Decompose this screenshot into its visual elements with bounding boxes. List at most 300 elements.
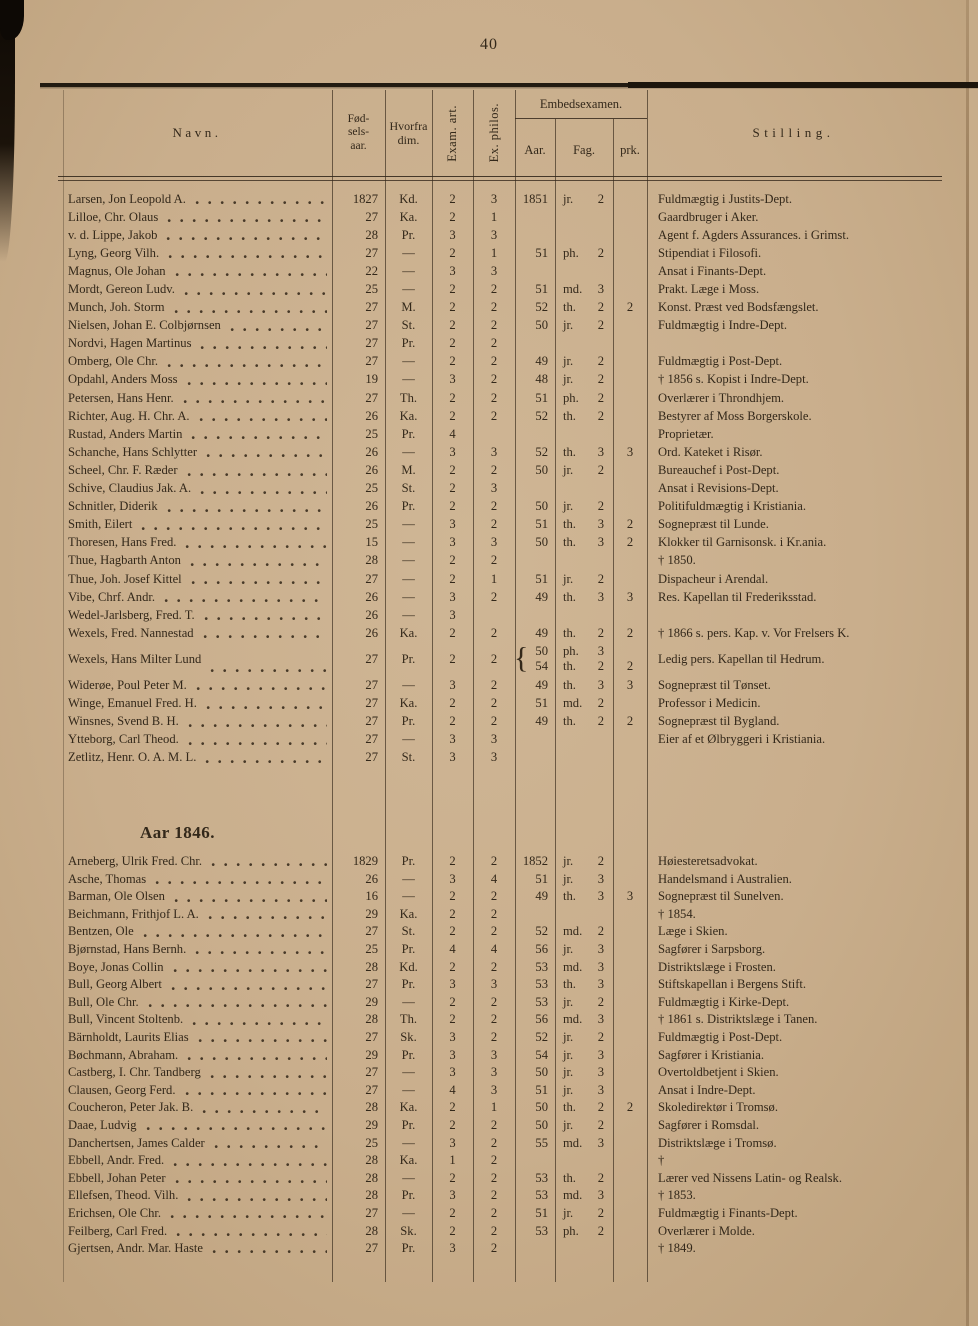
cell-ex-philos: 1 <box>490 209 498 224</box>
cell-navn: Bjørnstad, Hans Bernh. <box>62 941 332 959</box>
dot-leader <box>183 399 327 404</box>
cell-stilling: Distriktslæge i Frosten. <box>658 959 776 974</box>
cell-exam-art: 2 <box>449 924 456 939</box>
table-row <box>62 443 940 461</box>
dot-leader <box>198 1038 327 1043</box>
cell-fodselsaar: 25 <box>365 282 378 297</box>
cell-hvorfra-dim: — <box>402 1082 415 1097</box>
cell-navn: Wexels, Fred. Nannestad <box>62 624 332 642</box>
cell-emb-prk <box>613 1240 647 1258</box>
cell-navn: Ytteborg, Carl Theod. <box>62 731 332 749</box>
table-row <box>62 190 940 208</box>
table-row <box>62 407 940 425</box>
cell-emb-prk <box>613 923 647 941</box>
cell-emb-fag: ph. 2 <box>563 245 604 260</box>
cell-fodselsaar: 27 <box>365 336 378 351</box>
cell-emb-aar: 53 <box>535 977 548 992</box>
cell-stilling: Politifuldmægtig i Kristiania. <box>658 499 806 514</box>
cell-fodselsaar: 1827 <box>352 191 378 206</box>
cell-navn: Munch, Joh. Storm <box>62 299 332 317</box>
cell-stilling <box>647 749 940 767</box>
cell-emb-aar <box>515 262 555 280</box>
dot-leader <box>173 968 327 973</box>
dot-leader <box>211 862 327 867</box>
cell-ex-philos: 2 <box>490 1223 498 1238</box>
cell-stilling: Sagfører i Romsdal. <box>658 1118 760 1133</box>
cell-stilling: Ansat i Revisions-Dept. <box>658 481 779 496</box>
cell-emb-fag: jr. 2 <box>563 1118 604 1133</box>
dot-leader <box>212 1249 327 1254</box>
cell-ex-philos: 1 <box>490 571 498 586</box>
cell-emb-prk <box>613 317 647 335</box>
cell-stilling: † 1856 s. Kopist i Indre-Dept. <box>658 372 809 387</box>
cell-emb-prk <box>613 244 647 262</box>
cell-ex-philos: 2 <box>490 517 498 532</box>
cell-stilling: Fuldmægtig i Post-Dept. <box>658 354 783 369</box>
cell-emb-prk <box>613 606 647 624</box>
cell-emb-aar: 53 <box>535 1170 548 1185</box>
cell-navn: Wedel-Jarlsberg, Fred. T. <box>62 606 332 624</box>
cell-emb-prk <box>613 958 647 976</box>
cell-stilling: Sognepræst til Sunelven. <box>658 889 784 904</box>
cell-exam-art: 2 <box>449 318 456 333</box>
cell-stilling: Stiftskapellan i Bergens Stift. <box>658 977 807 992</box>
cell-stilling: Res. Kapellan til Frederiksstad. <box>658 589 817 604</box>
cell-navn: Wexels, Hans Milter Lund <box>62 642 332 676</box>
cell-stilling: Professor i Medicin. <box>658 695 761 710</box>
cell-emb-fag: th. 3 <box>563 977 604 992</box>
dot-leader <box>191 580 327 585</box>
cell-emb-fag <box>555 335 613 353</box>
cell-exam-art: 2 <box>449 245 456 260</box>
cell-stilling <box>647 606 940 624</box>
cell-navn: Thue, Hagbarth Anton <box>62 552 332 570</box>
cell-exam-art: 3 <box>449 535 456 550</box>
cell-exam-art: 2 <box>449 994 456 1009</box>
cell-emb-prk <box>613 407 647 425</box>
cell-ex-philos: 2 <box>490 1170 498 1185</box>
cell-exam-art: 2 <box>449 695 456 710</box>
cell-hvorfra-dim: Sk. <box>400 1030 417 1045</box>
cell-ex-philos: 2 <box>490 1241 498 1256</box>
cell-ex-philos: 2 <box>490 889 498 904</box>
cell-emb-aar: 49 <box>535 889 548 904</box>
cell-ex-philos: 1 <box>490 245 498 260</box>
cell-emb-prk <box>613 480 647 498</box>
table-row <box>62 226 940 244</box>
cell-hvorfra-dim: — <box>402 589 415 604</box>
cell-hvorfra-dim: Pr. <box>401 854 416 869</box>
cell-emb-fag: th. 2 <box>563 714 604 729</box>
cell-ex-philos: 4 <box>490 871 498 886</box>
cell-emb-fag: jr. 3 <box>563 942 604 957</box>
cell-exam-art: 3 <box>449 372 456 387</box>
cell-navn: Bentzen, Ole <box>62 923 332 941</box>
dot-leader <box>206 453 327 458</box>
dot-leader <box>190 562 327 567</box>
cell-emb-fag: md. 3 <box>563 959 604 974</box>
table-row <box>62 244 940 262</box>
cell-exam-art: 2 <box>449 300 456 315</box>
cell-hvorfra-dim: — <box>402 994 415 1009</box>
cell-emb-prk: 2 <box>626 714 634 729</box>
dot-leader <box>167 508 327 513</box>
cell-emb-fag: th. 3 <box>563 889 604 904</box>
cell-emb-aar <box>515 906 555 924</box>
cell-ex-philos: 2 <box>490 714 498 729</box>
top-rule-right <box>628 82 978 88</box>
cell-emb-fag: md. 3 <box>563 1188 604 1203</box>
cell-exam-art: 2 <box>449 462 456 477</box>
table-row <box>62 1152 940 1170</box>
cell-hvorfra-dim: — <box>402 871 415 886</box>
cell-fodselsaar: 22 <box>365 263 378 278</box>
cell-stilling: Dispacheur i Arendal. <box>658 571 769 586</box>
cell-ex-philos: 2 <box>490 625 498 640</box>
cell-emb-aar: 51 <box>535 245 548 260</box>
dot-leader <box>196 686 327 691</box>
cell-hvorfra-dim: — <box>402 372 415 387</box>
dot-leader <box>203 634 327 639</box>
cell-fodselsaar: 28 <box>365 959 378 974</box>
cell-hvorfra-dim: — <box>402 263 415 278</box>
table-row <box>62 552 940 570</box>
cell-hvorfra-dim: Kd. <box>399 191 418 206</box>
cell-emb-fag <box>555 749 613 767</box>
cell-navn: Vibe, Chrf. Andr. <box>62 588 332 606</box>
cell-emb-fag: th. 3 <box>563 677 604 692</box>
cell-stilling: Distriktslæge i Tromsø. <box>658 1135 777 1150</box>
cell-emb-aar: 50 <box>535 1065 548 1080</box>
cell-emb-fag: md. 2 <box>563 924 604 939</box>
cell-emb-prk <box>613 976 647 994</box>
cell-hvorfra-dim: Pr. <box>401 651 416 666</box>
cell-emb-aar: 50 <box>535 1118 548 1133</box>
cell-ex-philos: 2 <box>490 854 498 869</box>
register-table-body <box>62 190 940 1257</box>
table-row <box>62 1240 940 1258</box>
cell-stilling: Agent f. Agders Assurances. i Grimst. <box>658 227 849 242</box>
cell-exam-art: 2 <box>449 651 456 666</box>
cell-emb-prk <box>613 570 647 588</box>
table-row <box>62 958 940 976</box>
cell-emb-prk: 2 <box>626 300 634 315</box>
cell-fodselsaar: 27 <box>365 1205 378 1220</box>
cell-exam-art: 2 <box>449 553 456 568</box>
cell-exam-art: 2 <box>449 1118 456 1133</box>
cell-hvorfra-dim: St. <box>401 481 416 496</box>
cell-ex-philos: 3 <box>490 227 498 242</box>
cell-ex-philos: 2 <box>490 462 498 477</box>
cell-hvorfra-dim: Pr. <box>401 714 416 729</box>
cell-emb-prk: 3 <box>626 444 634 459</box>
cell-stilling: † 1853. <box>658 1188 696 1203</box>
cell-stilling: Høiesteretsadvokat. <box>658 854 758 869</box>
cell-hvorfra-dim: Th. <box>399 1012 418 1027</box>
table-row <box>62 731 940 749</box>
cell-hvorfra-dim: — <box>402 571 415 586</box>
cell-navn: Boye, Jonas Collin <box>62 958 332 976</box>
cell-hvorfra-dim: Pr. <box>401 426 416 441</box>
table-row <box>62 389 940 407</box>
dot-leader <box>185 544 327 549</box>
cell-emb-prk: 2 <box>626 659 634 674</box>
cell-hvorfra-dim: — <box>402 354 415 369</box>
cell-emb-fag: md. 3 <box>563 282 604 297</box>
cell-emb-prk <box>613 1082 647 1100</box>
cell-emb-prk <box>613 262 647 280</box>
cell-hvorfra-dim: — <box>402 517 415 532</box>
table-row <box>62 299 940 317</box>
cell-exam-art: 2 <box>449 1223 456 1238</box>
cell-navn: Danchertsen, James Calder <box>62 1134 332 1152</box>
cell-stilling: Stipendiat i Filosofi. <box>658 245 762 260</box>
cell-navn: Feilberg, Carl Fred. <box>62 1222 332 1240</box>
cell-emb-fag: md. 3 <box>563 1135 604 1150</box>
dot-leader <box>167 363 327 368</box>
cell-stilling: Sagfører i Kristiania. <box>658 1047 764 1062</box>
cell-emb-prk <box>613 389 647 407</box>
cell-ex-philos: 2 <box>490 372 498 387</box>
cell-exam-art: 2 <box>449 571 456 586</box>
cell-navn: Winge, Emanuel Fred. H. <box>62 694 332 712</box>
cell-fodselsaar: 29 <box>365 994 378 1009</box>
cell-navn: Bärnholdt, Laurits Elias <box>62 1029 332 1047</box>
cell-ex-philos: 3 <box>490 263 498 278</box>
cell-emb-prk <box>613 1205 647 1223</box>
cell-fodselsaar: 27 <box>365 245 378 260</box>
cell-emb-prk: 3 <box>626 889 634 904</box>
cell-hvorfra-dim: Pr. <box>401 1047 416 1062</box>
table-row <box>62 461 940 479</box>
cell-ex-philos: 2 <box>490 553 498 568</box>
cell-emb-aar <box>515 606 555 624</box>
column-header-emb-aar: Aar. <box>524 143 546 157</box>
cell-stilling: † 1850. <box>658 553 696 568</box>
cell-hvorfra-dim: — <box>402 732 415 747</box>
cell-fodselsaar: 26 <box>365 408 378 423</box>
cell-emb-fag <box>555 906 613 924</box>
dot-leader <box>174 898 327 903</box>
cell-ex-philos: 3 <box>490 977 498 992</box>
cell-emb-fag: jr. 2 <box>563 1030 604 1045</box>
dot-leader <box>192 1021 327 1026</box>
cell-emb-aar <box>515 1240 555 1258</box>
cell-fodselsaar: 25 <box>365 942 378 957</box>
cell-emb-prk: 2 <box>626 517 634 532</box>
cell-hvorfra-dim: — <box>402 1170 415 1185</box>
table-row <box>62 425 940 443</box>
table-header <box>62 90 940 176</box>
cell-stilling: Klokker til Garnisonsk. i Kr.ania. <box>658 535 827 550</box>
cell-exam-art: 3 <box>449 1241 456 1256</box>
cell-hvorfra-dim: — <box>402 607 415 622</box>
cell-navn: Magnus, Ole Johan <box>62 262 332 280</box>
cell-exam-art: 3 <box>449 1135 456 1150</box>
table-row <box>62 1011 940 1029</box>
cell-navn: Larsen, Jon Leopold A. <box>62 190 332 208</box>
cell-fodselsaar: 27 <box>365 1241 378 1256</box>
cell-fodselsaar: 27 <box>365 209 378 224</box>
cell-emb-fag: th. 3 <box>563 444 604 459</box>
table-row <box>62 941 940 959</box>
cell-navn: Erichsen, Ole Chr. <box>62 1205 332 1223</box>
cell-navn: Bull, Ole Chr. <box>62 994 332 1012</box>
cell-emb-aar: 50 <box>535 535 548 550</box>
cell-ex-philos <box>473 606 515 624</box>
cell-ex-philos: 2 <box>490 282 498 297</box>
cell-navn: Smith, Eilert <box>62 516 332 534</box>
cell-emb-aar: 1852 <box>522 854 548 869</box>
dot-leader <box>188 741 327 746</box>
cell-emb-aar: 49 <box>535 625 548 640</box>
column-header-embedsexamen <box>515 90 647 176</box>
table-row <box>62 498 940 516</box>
cell-navn: Opdahl, Anders Moss <box>62 371 332 389</box>
cell-emb-fag: jr. 2 <box>563 499 604 514</box>
cell-emb-aar: 52 <box>535 444 548 459</box>
cell-ex-philos: 2 <box>490 1153 498 1168</box>
dot-leader <box>204 616 327 621</box>
cell-navn: Schanche, Hans Schlytter <box>62 443 332 461</box>
dot-leader <box>187 472 327 477</box>
dot-leader <box>148 1003 327 1008</box>
cell-navn: Bull, Georg Albert <box>62 976 332 994</box>
table-row <box>62 676 940 694</box>
cell-ex-philos: 2 <box>490 336 498 351</box>
cell-hvorfra-dim: Ka. <box>399 408 418 423</box>
cell-exam-art: 3 <box>449 677 456 692</box>
cell-navn: Thoresen, Hans Fred. <box>62 534 332 552</box>
cell-ex-philos: 3 <box>490 191 498 206</box>
cell-stilling: † 1849. <box>658 1241 696 1256</box>
cell-fodselsaar: 26 <box>365 871 378 886</box>
cell-emb-fag <box>555 480 613 498</box>
dot-leader <box>164 598 327 603</box>
cell-ex-philos: 1 <box>490 1100 498 1115</box>
cell-emb-fag <box>555 226 613 244</box>
cell-navn: Schive, Claudius Jak. A. <box>62 480 332 498</box>
cell-ex-philos: 2 <box>490 1012 498 1027</box>
section-heading: Aar 1846. <box>140 822 216 842</box>
cell-exam-art: 3 <box>449 1030 456 1045</box>
cell-hvorfra-dim: — <box>402 444 415 459</box>
table-row <box>62 870 940 888</box>
cell-fodselsaar: 27 <box>365 750 378 765</box>
table-row <box>62 713 940 731</box>
cell-hvorfra-dim: Pr. <box>401 227 416 242</box>
cell-fodselsaar: 16 <box>365 889 378 904</box>
cell-navn: Winsnes, Svend B. H. <box>62 713 332 731</box>
cell-ex-philos: 4 <box>490 942 498 957</box>
cell-emb-prk: 2 <box>626 625 634 640</box>
cell-ex-philos: 3 <box>490 1065 498 1080</box>
cell-emb-prk: 2 <box>626 535 634 550</box>
cell-emb-fag: jr. 3 <box>563 1082 604 1097</box>
cell-ex-philos: 2 <box>490 959 498 974</box>
cell-emb-aar: 53 <box>535 1223 548 1238</box>
table-row <box>62 994 940 1012</box>
table-row <box>62 1205 940 1223</box>
dot-leader <box>176 1232 327 1237</box>
column-header-ex-philos: Ex. philos. <box>486 103 501 163</box>
cell-stilling: Fuldmægtig i Indre-Dept. <box>658 318 788 333</box>
dot-leader <box>174 309 327 314</box>
cell-hvorfra-dim: Pr. <box>401 499 416 514</box>
cell-ex-philos: 2 <box>490 1205 498 1220</box>
cell-stilling: Bestyrer af Moss Borgerskole. <box>658 408 812 423</box>
cell-fodselsaar: 27 <box>365 651 378 666</box>
cell-fodselsaar: 27 <box>365 714 378 729</box>
cell-fodselsaar: 28 <box>365 1100 378 1115</box>
cell-stilling: Sognepræst til Lunde. <box>658 517 769 532</box>
cell-emb-fag: jr. 2 <box>563 191 604 206</box>
cell-exam-art: 2 <box>449 209 456 224</box>
cell-exam-art: 3 <box>449 517 456 532</box>
cell-emb-aar: 56 <box>535 1012 548 1027</box>
cell-stilling: Sognepræst til Tønset. <box>658 677 771 692</box>
cell-emb-prk <box>613 226 647 244</box>
dot-leader <box>200 345 327 350</box>
cell-emb-fag: th. 2 <box>563 300 604 315</box>
cell-emb-prk <box>613 498 647 516</box>
cell-exam-art: 2 <box>449 1012 456 1027</box>
cell-hvorfra-dim: — <box>402 1135 415 1150</box>
cell-hvorfra-dim: Pr. <box>401 942 416 957</box>
cell-exam-art: 2 <box>449 1205 456 1220</box>
cell-ex-philos: 3 <box>490 732 498 747</box>
cell-fodselsaar: 27 <box>365 354 378 369</box>
cell-stilling: Skoledirektør i Tromsø. <box>658 1100 779 1115</box>
cell-navn: Nielsen, Johan E. Colbjørnsen <box>62 317 332 335</box>
cell-ex-philos: 3 <box>490 481 498 496</box>
table-row <box>62 480 940 498</box>
cell-ex-philos: 2 <box>490 677 498 692</box>
cell-fodselsaar: 27 <box>365 571 378 586</box>
dot-leader <box>187 1197 327 1202</box>
cell-exam-art: 4 <box>449 1082 456 1097</box>
cell-emb-aar: 49 <box>535 589 548 604</box>
cell-navn: Bøchmann, Abraham. <box>62 1046 332 1064</box>
cell-ex-philos: 2 <box>490 1188 498 1203</box>
cell-emb-fag: ph. 3 th. 2 <box>563 644 604 674</box>
table-row <box>62 353 940 371</box>
cell-navn: Mordt, Gereon Ludv. <box>62 280 332 298</box>
cell-emb-aar: 53 <box>535 959 548 974</box>
cell-navn: Omberg, Ole Chr. <box>62 353 332 371</box>
cell-stilling: † 1861 s. Distriktslæge i Tanen. <box>658 1012 818 1027</box>
cell-exam-art: 2 <box>449 191 456 206</box>
cell-emb-fag: ph. 2 <box>563 1223 604 1238</box>
cell-emb-aar: 51 <box>535 517 548 532</box>
cell-ex-philos: 2 <box>490 499 498 514</box>
cell-hvorfra-dim: St. <box>401 924 416 939</box>
cell-emb-aar: 51 <box>535 695 548 710</box>
table-row <box>62 1082 940 1100</box>
cell-navn: Richter, Aug. H. Chr. A. <box>62 407 332 425</box>
cell-exam-art: 2 <box>449 336 456 351</box>
page-number: 40 <box>480 36 498 53</box>
cell-emb-prk <box>613 853 647 871</box>
cell-emb-fag: jr. 2 <box>563 1205 604 1220</box>
cell-hvorfra-dim: — <box>402 889 415 904</box>
cell-emb-fag <box>555 606 613 624</box>
cell-exam-art: 3 <box>449 227 456 242</box>
cell-stilling: Overtoldbetjent i Skien. <box>658 1065 779 1080</box>
cell-emb-aar: 52 <box>535 1030 548 1045</box>
cell-stilling: Overlærer i Throndhjem. <box>658 390 785 405</box>
cell-stilling: Fuldmægtig i Finants-Dept. <box>658 1205 798 1220</box>
